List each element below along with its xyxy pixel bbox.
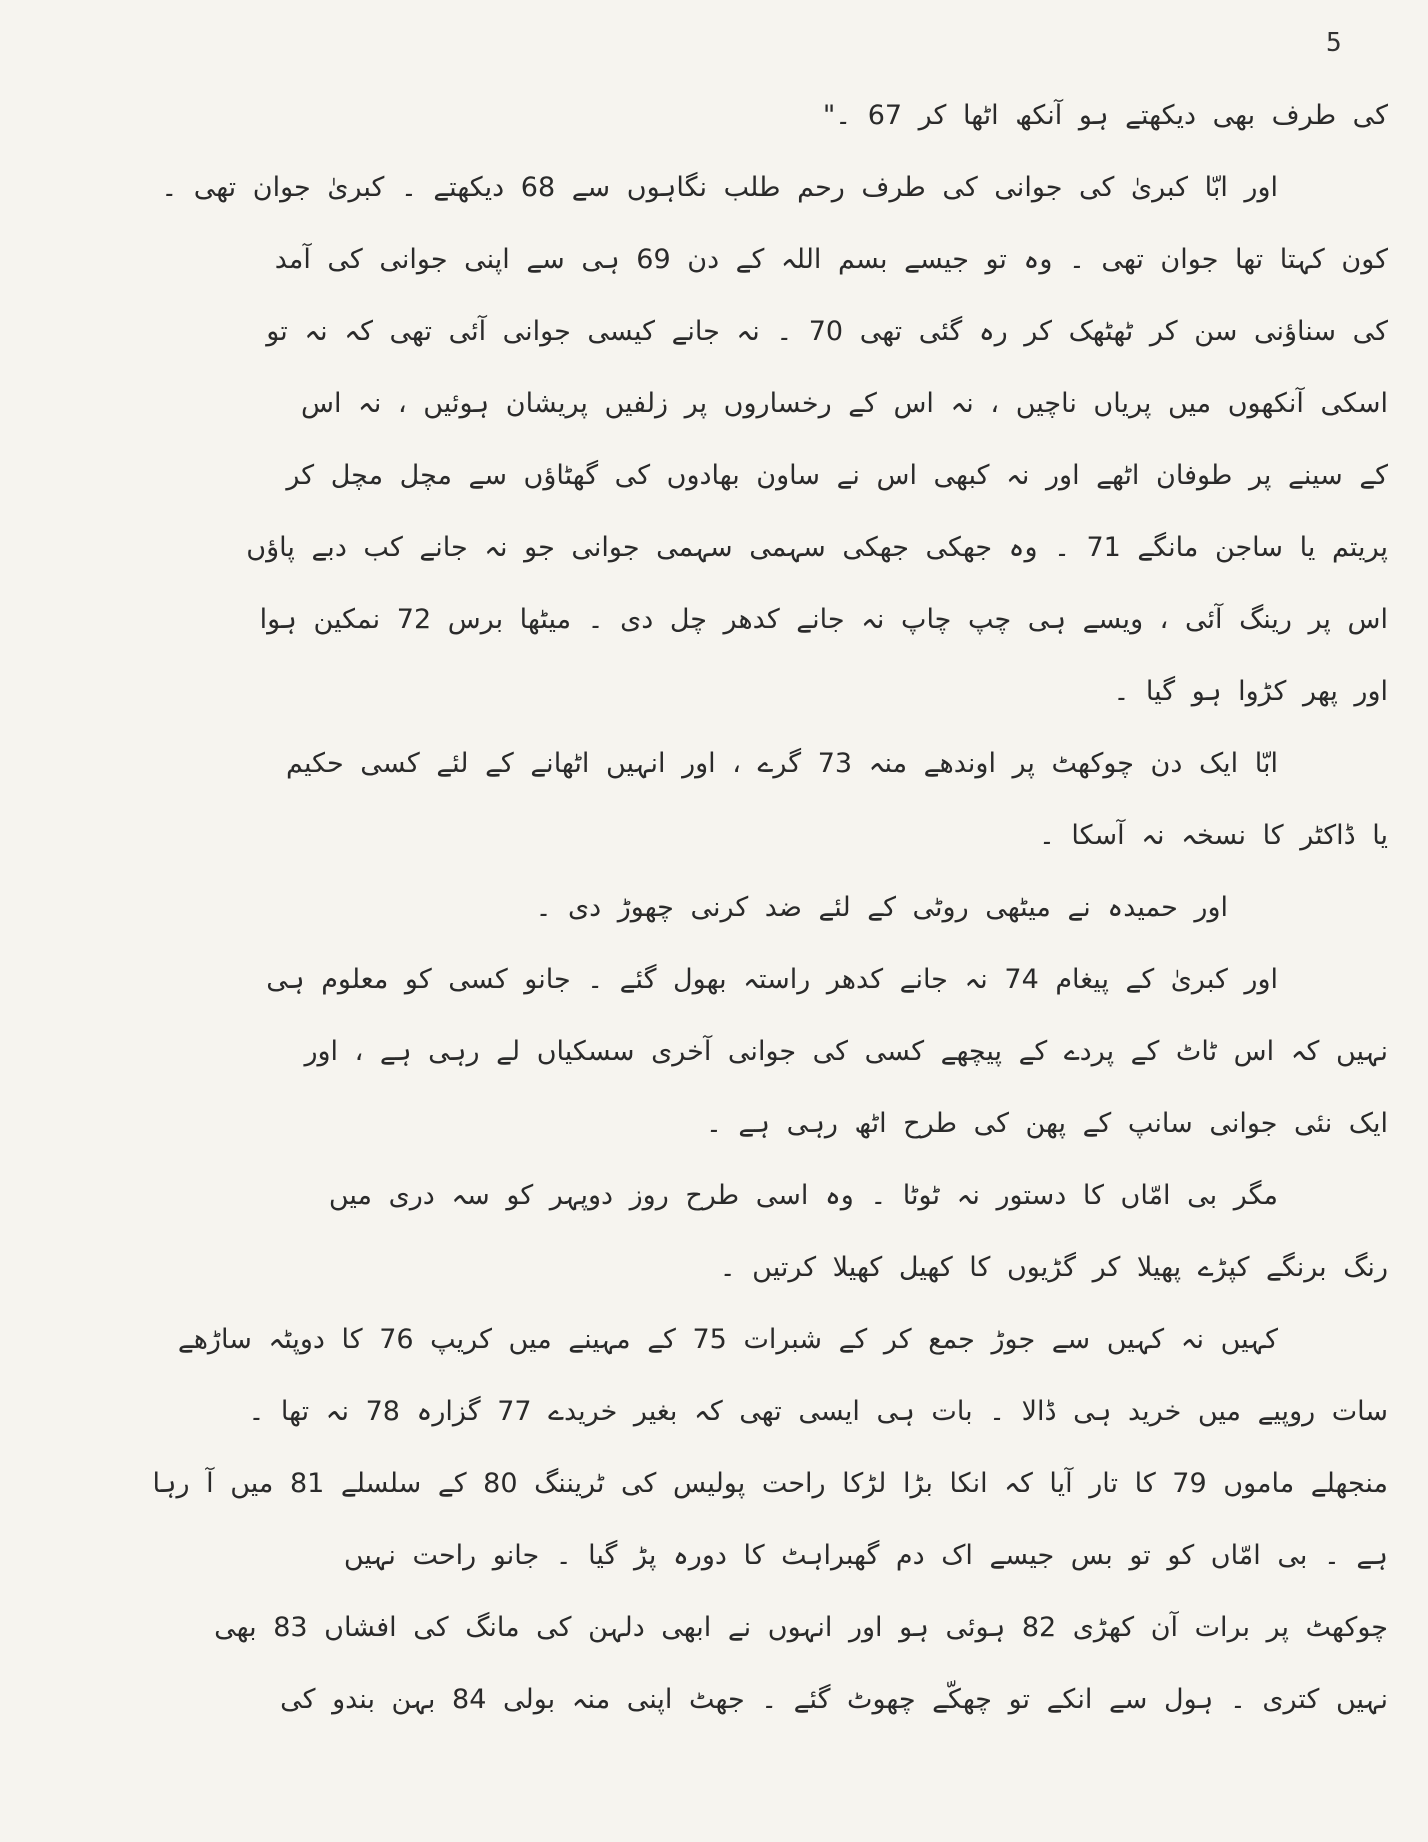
text-line: اور حمیدہ نے میٹھی روٹی کے لئے ضد کرنی چھوڑ دی ۔ (535, 892, 1228, 923)
text-line: اس پر رینگ آئی ، ویسے ہی چپ چاپ نہ جانے کدھر چل دی ۔ میٹھا برس 72 نمکین ہوا (259, 604, 1388, 635)
text-line: اور کبریٰ کے پیغام 74 نہ جانے کدھر راستہ بھول گئے ۔ جانو کسی کو معلوم ہی (266, 964, 1278, 995)
text-line: ہے ۔ بی امّاں کو تو بس جیسے اک دم گھبراہٹ کا دورہ پڑ گیا ۔ جانو راحت نہیں (343, 1540, 1388, 1571)
text-line: کون کہتا تھا جوان تھی ۔ وہ تو جیسے بسم اللہ کے دن 69 ہی سے اپنی جوانی کی آمد (274, 244, 1388, 275)
text-line: نہیں کہ اس ٹاٹ کے پردے کے پیچھے کسی کی جوانی آخری سسکیاں لے رہی ہے ، اور (304, 1036, 1388, 1067)
text-line: سات روپیے میں خرید ہی ڈالا ۔ بات ہی ایسی تھی کہ بغیر خریدے 77 گزارہ 78 نہ تھا ۔ (248, 1396, 1388, 1427)
text-line: کی سناؤنی سن کر ٹھٹھک کر رہ گئی تھی 70 ۔ نہ جانے کیسی جوانی آئی تھی کہ نہ تو (266, 316, 1388, 347)
text-line: پریتم یا ساجن مانگے 71 ۔ وہ جھکی جھکی سہمی سہمی جوانی جو نہ جانے کب دبے پاؤں (246, 532, 1388, 563)
text-line: مگر بی امّاں کا دستور نہ ٹوٹا ۔ وہ اسی طرح روز دوپہر کو سہ دری میں (328, 1180, 1278, 1211)
text-line: یا ڈاکٹر کا نسخہ نہ آسکا ۔ (1038, 820, 1388, 851)
text-line: رنگ برنگے کپڑے پھیلا کر گڑیوں کا کھیل کھیلا کرتیں ۔ (719, 1252, 1388, 1283)
text-line: چوکھٹ پر برات آن کھڑی 82 ہوئی ہو اور انہوں نے ابھی دلہن کی مانگ کی افشاں 83 بھی (214, 1612, 1388, 1643)
text-line: کی طرف بھی دیکھتے ہو آنکھ اٹھا کر 67 ۔" (822, 100, 1388, 131)
urdu-text-body (40, 80, 1388, 1736)
text-line: منجھلے ماموں 79 کا تار آیا کہ انکا بڑا لڑکا راحت پولیس کی ٹریننگ 80 کے سلسلے 81 میں آ رہا (152, 1468, 1388, 1499)
text-line: نہیں کتری ۔ ہول سے انکے تو چھکّے چھوٹ گئے ۔ جھٹ اپنی منہ بولی 84 بہن بندو کی (280, 1684, 1388, 1715)
page-number: 5 (1326, 28, 1342, 58)
text-line: ایک نئی جوانی سانپ کے پھن کی طرح اٹھ رہی ہے ۔ (705, 1108, 1388, 1139)
text-line: کہیں نہ کہیں سے جوڑ جمع کر کے شبرات 75 کے مہینے میں کریپ 76 کا دوپٹہ ساڑھے (177, 1324, 1278, 1355)
text-line: اور پھر کڑوا ہو گیا ۔ (1113, 676, 1388, 707)
text-line: اور ابّا کبریٰ کی جوانی کی طرف رحم طلب نگاہوں سے 68 دیکھتے ۔ کبریٰ جوان تھی ۔ (161, 172, 1278, 203)
text-line: اسکی آنکھوں میں پریاں ناچیں ، نہ اس کے رخساروں پر زلفیں پریشان ہوئیں ، نہ اس (300, 388, 1388, 419)
text-line: کے سینے پر طوفان اٹھے اور نہ کبھی اس نے ساون بھادوں کی گھٹاؤں سے مچل مچل کر (286, 460, 1388, 491)
text-line: ابّا ایک دن چوکھٹ پر اوندھے منہ 73 گرے ، اور انہیں اٹھانے کے لئے کسی حکیم (286, 748, 1278, 779)
